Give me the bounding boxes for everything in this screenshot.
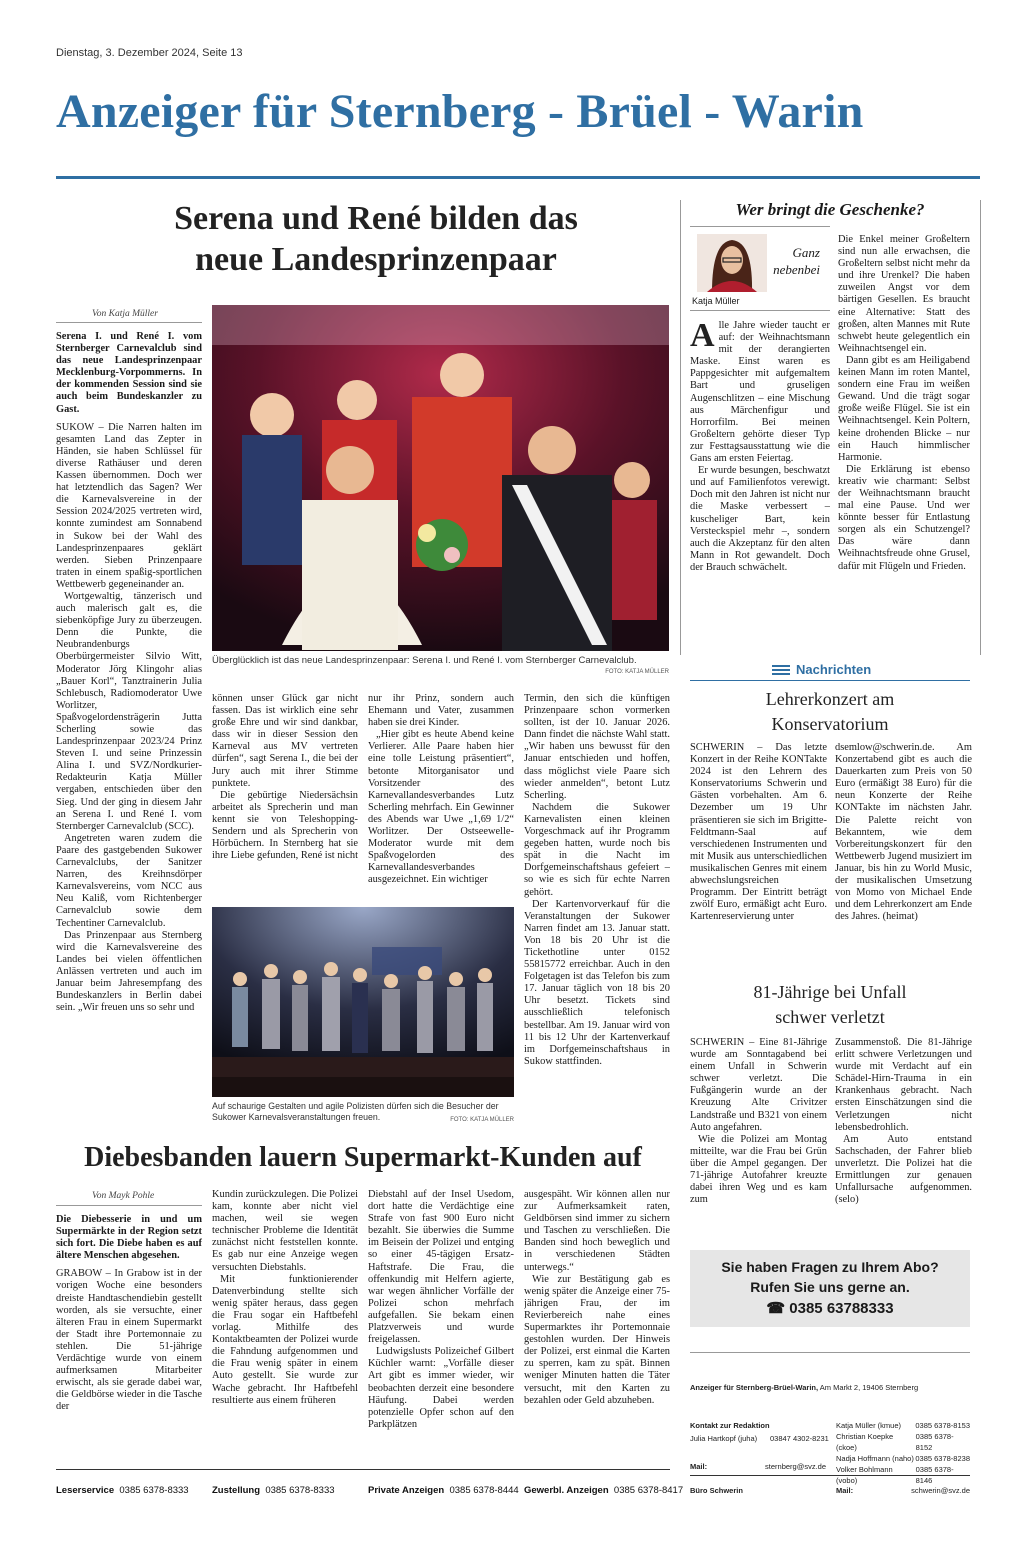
article2-paragraph: Diebstahl auf der Insel Usedom, dort hatte die Verdächtige eine Strafe von fast 900 Euro nicht bezahlt. Sie überwies die Summe im Beisein der Polizei und entging so einer 45-tägigen Ersatz-Haftstrafe. Die Frau, die offenkundig mit Helfern agierte, war wegen ähnlicher Vorfälle der Polizei schon mehrfach aufgefallen. Sie bekam einen Platzverweis und wurde freigelassen. [368,1189,514,1346]
abo-promo-box [690,1250,970,1327]
footer-rule [690,1475,970,1476]
news-lines-icon [772,665,790,675]
author-portrait-image [697,234,767,292]
article2-paragraph: Kundin zurückzulegen. Die Polizei kam, konnte aber nicht viel machen, weil sie wegen technischer Probleme die Identität zunächst nicht feststellen konnte. Es gab nur eine Anzeige wegen versuchten Diebstahls. [212,1189,358,1273]
footer-leserservice [56,1485,189,1496]
column-title: Wer bringt die Geschenke? [735,200,925,219]
article1-paragraph: Wortgewaltig, tänzerisch und auch malerisch galt es, die siebenköpfige Jury zu überzeugen. Denn die Punkte, die Neubrandenburgs Oberbürgermeister Silvio Witt, Moderator Jörg Klingohr alias „Bauer Korl“, Tanztrainerin Julia Schlebusch, Radiomoderator Uwe Worlitzer, Spaßvogelordensträgerin Jutta Scherling sowie das Landesprinzenpaar 2023/24 Prinz Steven I. und seine Prinzessin Alina I. und SVZ/Nordkurier-Redakteurin Katja Müller vergaben, entschieden über den Sieg. Und der ging in diesem Jahr an Serena I. und René I. vom Sternberger Carnevalclub (SCC). [56,590,202,832]
promo-line2: Rufen Sie uns gerne an. [750,1279,910,1295]
article2-paragraph: ausgespäht. Wir können allen nur zur Aufmerksamkeit raten, Geldbörsen sind immer zu sichern und Taschen zu verschließen. Die Banden sind hoch beweglich und in verschiedenen Städten unterwegs.“ [524,1189,670,1273]
footer-label: Zustellung [212,1485,261,1496]
byline-rule [56,322,202,323]
imprint-mail2[interactable]: schwerin@svz.de [911,1486,970,1495]
photo2-credit: FOTO: KATJA MÜLLER [450,1117,514,1123]
footer-label: Private Anzeigen [368,1485,445,1496]
promo-line1: Sie haben Fragen zu Ihrem Abo? [721,1259,939,1275]
article1-paragraph: nur ihr Prinz, sondern auch Ehemann und Vater, zusammen haben sie drei Kinder. [368,693,514,729]
column-right-text [838,234,970,654]
imprint-editor-row [836,1431,970,1453]
footer-rule [56,1469,670,1470]
imprint-editor: Katja Müller (kmue) [836,1421,902,1430]
article1-col2 [212,693,358,903]
column-divider [680,200,681,655]
news2-left [690,1037,827,1237]
article1-paragraph: SUKOW – Die Narren halten im gesamten Land das Zepter in Händen, sie haben Schlüssel für diverse Rathäuser und deren Kassen übernommen. Doch wer hat letztendlich das Sagen? Wer die Karnevalsvereine in der Session 2024/2025 vertreten wird, konnte zumindest am Sonnabend in Sukow bei der Wahl des Landesprinzenpaares geklärt werden. Sieben Prinzenpaare traten in einem spaßig-sportlichen Wettbewerb gegeneinander an. [56,421,202,590]
photo-prince-couple-image [212,305,669,651]
footer-phone[interactable]: 0385 6378-8444 [449,1485,519,1496]
news2-headline [690,980,970,1030]
imprint-publisher-name: Anzeiger für Sternberg-Brüel-Warin, [690,1383,819,1392]
article1-paragraph: Das Prinzenpaar aus Sternberg wird die Karnevalsvereine des Landes bei vielen öffentlichen Anlässen vertreten und auch im Januar beim Jahresempfang des Bundeskanzlers in Berlin dabei sein. „Wir freuen uns so sehr und [56,929,202,1014]
imprint-editor-phone: 0385 6378-8238 [915,1454,970,1463]
column-divider [980,200,981,655]
imprint-publisher [690,1382,918,1393]
article2-col3 [368,1189,514,1451]
column-paragraph: Die Erklärung ist ebenso kreativ wie charmant: Selbst der Weihnachtsmann braucht mal eine Pause. Und wer könnte besser für Entlastung sorgen als ein Schutzengel? Das wäre dann Weihnachtsfreude ohne Grusel, dafür mit Flügeln und Frieden. [838,463,970,572]
article1-paragraph: „Hier gibt es heute Abend keine Verlierer. Alle Paare haben hier eine tolle Leistung präsentiert“, betonte Mitorganisator und Vorsitzender des Karnevallandesverbandes Lutz Scherling mehrfach. Ein Gewinner des Abends war Uwe „1,69 1/2“ Worlitzer. Der Ostseewelle-Moderator wurde mit dem Spaßvogelorden des Karnevallandesverbandes ausgezeichnet. Ein wichtiger [368,729,514,886]
imprint-editor-phone: 0385 6378-8146 [915,1465,954,1485]
photo-prince-couple [212,305,669,651]
news-rule [690,680,970,681]
article2-paragraph: Mit funktionierender Datenverbindung stellte sich wenig später heraus, dass gegen die Frau sogar ein Haftbefehl vorlag. Mithilfe des Kontaktbeamten der Polizei wurde die Fahndung aufgenommen und die Frau wenig später in einem Auto gestellt. Sie wurde zur Wache gebracht. Ihr Haftbefehl resultierte aus einem früheren [212,1273,358,1406]
news1-headline-line2: Konservatorium [771,714,889,734]
news1-right [835,742,972,972]
news-label [772,662,871,677]
dateline: Dienstag, 3. Dezember 2024, Seite 13 [56,47,243,59]
article1-paragraph: Nachdem die Sukower Karnevalisten einen kleinen Vorgeschmack auf ihr Programm gegeben hatten, wurde noch bis spät in die Nacht im Dorfgemeinschaftshaus gefeiert – so wie es sich für echte Narren gehört. [524,801,670,898]
footer-private-ads [368,1485,519,1496]
column-left-text [690,320,830,650]
article2-headline: Diebesbanden lauern Supermarkt-Kunden auf [84,1142,642,1173]
imprint-contact-label: Kontakt zur Redaktion [690,1421,770,1430]
column-author: Katja Müller [692,296,740,306]
news2-paragraph: Zusammenstoß. Die 81-Jährige erlitt schwere Verletzungen und wurde mit Verdacht auf ein Schädel-Hirn-Trauma in ein Krankenhaus gebracht. Nach ersten Einschätzungen sind die Verletzungen nicht lebensbedrohlich. [835,1037,972,1133]
news1-headline-line1: Lehrerkonzert am [765,689,895,709]
article2-paragraph: Ludwigslusts Polizeichef Gilbert Küchler warnt: „Vorfälle dieser Art gibt es immer wieder, wir beobachten derzeit eine besondere Häufung. Dabei werden potenzielle Opfer schon auf den Parkplätzen [368,1346,514,1430]
article1-col4 [524,693,670,1133]
news2-right [835,1037,972,1237]
photo-police-show-image [212,907,514,1097]
masthead: Anzeiger für Sternberg - Brüel - Warin [56,85,864,138]
phone-icon: ☎ [766,1300,790,1317]
article2-col1 [56,1214,202,1454]
imprint-editor-phone: 0385 6378-8153 [915,1421,970,1430]
imprint-editor-list [836,1420,970,1486]
article1-paragraph: können unser Glück gar nicht fassen. Das ist wirklich eine sehr große Ehre und wir sind dankbar, dass wir in dieser Session den Karneval aus MV vertreten dürfen“, sagt Serena I., die bei der Jury auch mit ihrer Stimme punktete. [212,693,358,789]
imprint-office-label: Büro Schwerin [690,1486,743,1495]
column-paragraph: Er wurde besungen, beschwatzt und auf Familienfotos verewigt. Doch mit den Jahren ist nicht nur die Maske verbessert – kuscheliger Bart, kein Versteckspiel mehr –, sondern auch die Akzeptanz für den alten Mann in Rot gewandelt. Doch der Brauch schwächelt. [690,465,830,573]
article2-col2 [212,1189,358,1451]
imprint-editor: Volker Bohlmann (vobo) [836,1465,893,1485]
column-paragraph: lle Jahre wieder taucht er auf: der Weihnachtsmann mit der derangierten Maske. Einst waren es Pappgesichter mit aufgemaltem Bart und gruseligen Augenschlitzen – eine Mischung aus Märchenfigur und Horrorfilm. Bei meinen Großeltern gehörte dieser Typ zur Festtagsausstattung wie die Gans am ersten Feiertag. [690,320,830,465]
article1-headline-line1: Serena und René bilden das [174,200,578,237]
imprint-rule [690,1352,970,1353]
news-label-text: Nachrichten [796,662,872,677]
footer-phone[interactable]: 0385 6378-8417 [613,1485,684,1496]
article2-col4 [524,1189,670,1451]
imprint-editor: Julia Hartkopf (juha) [690,1434,758,1443]
column-label-line1: Ganz [792,245,820,260]
imprint-editor-row [836,1420,970,1431]
article1-paragraph: Angetreten waren zudem die Paare des gastgebenden Sukower Carnevalclubs, der Sanitzer Narren, des Kreihnsdörper Karnevalsvereins, vom NCC aus Neu Kaliß, vom Richtenberger Carnevalclub sowie dem Techentiner Carnevalclub. [56,832,202,929]
photo1-caption: Überglücklich ist das neue Landesprinzenpaar: Serena I. und René I. vom Sternberger Carnevalclub. [212,655,637,666]
imprint-mail-label: Mail: [690,1462,708,1471]
footer-label: Leserservice [56,1485,115,1496]
footer-business-ads [524,1485,683,1496]
imprint-editor: Christian Koepke (ckoe) [836,1432,894,1452]
article1-byline: Von Katja Müller [92,309,158,319]
news2-headline-line2: schwer verletzt [775,1007,885,1027]
article2-lead: Die Diebesserie in und um Supermärkte in der Region setzt sich fort. Die Diebe haben es auf ältere Menschen abgesehen. [56,1214,202,1262]
news2-paragraph: SCHWERIN – Eine 81-Jährige wurde am Sonntagabend bei einem Unfall in Schwerin schwer verletzt. Die Fußgängerin wurde an der Kreuzung Alte Crivitzer Landstraße und B321 von einem Auto angefahren. [690,1037,827,1133]
article1-headline-line2: neue Landesprinzenpaar [195,241,557,279]
article2-paragraph: GRABOW – In Grabow ist in der vorigen Woche eine besonders dreiste Handtaschendiebin gestellt worden, als sie versuchte, einer älteren Frau in einem Supermarkt der Stadt ihre Portemonnaie zu stehlen. Die 51-jährige Verdächtige wurde von einem aufmerksamen Mitarbeiter erwischt, als sie gerade dabei war, die Geldbörse wieder in die Tasche der [56,1268,202,1413]
imprint-mail[interactable]: sternberg@svz.de [765,1462,826,1471]
news2-paragraph: Wie die Polizei am Montag mitteilte, war die Frau bei Grün über die Ampel gegangen. Der 71-jährige Autofahrer kreuzte dabei ihren Weg und es kam zum [690,1133,827,1206]
photo2-caption: Auf schaurige Gestalten und agile Polizisten dürfen sich die Besucher der Sukower Karnevalsveranstaltungen freuen. [212,1101,499,1122]
article1-lead: Serena I. und René I. vom Sternberger Carnevalclub sind das neue Landesprinzenpaar Mecklenburg-Vorpommerns. In der kommenden Session sind sie auch beim Bundeskanzler zu Gast. [56,331,202,415]
footer-zustellung [212,1485,335,1496]
imprint-editor-phone: 0385 6378-8152 [915,1432,954,1452]
byline-rule [56,1205,202,1206]
column-title-rule [690,226,830,227]
news1-paragraph: SCHWERIN – Das letzte Konzert in der Reihe KONTakte 2024 ist den Lehrern des Konservatoriums Schwerin und Gästen vorbehalten. Am 6. Dezember um 19 Uhr präsentieren sie sich im Brigitte-Feldtmann-Saal auf verschiedenen Instrumenten und mit Musik aus unterschiedlichen musikalischen Genres mit einem abwechslungsreichen Programm. Der Eintritt beträgt zwölf Euro, ermäßigt acht Euro. Kartenreservierung unter [690,742,827,923]
imprint-editor: Nadja Hoffmann (naho) [836,1454,914,1463]
photo-police-show [212,907,514,1097]
imprint-editor-phone: 03847 4302-8231 [770,1434,829,1443]
column-label [772,244,820,278]
column-paragraph: Die Enkel meiner Großeltern sind nun alle erwachsen, die Großeltern selbst nicht mehr da und ihre Urenkel? Die haben zuweilen Angst vor dem bärtigen Gesellen. Es braucht eine Alternative: Statt des großen, alten Mannes mit Rute schwebt heute gelegentlich ein Weihnachtsengel ein. [838,234,970,354]
promo-phone[interactable]: 0385 63788333 [789,1300,894,1317]
article1-paragraph: Termin, den sich die künftigen Prinzenpaare schon vormerken sollten, ist der 10. Januar 2026. Dann findet die nächste Wahl statt. „Wir haben uns bewusst für den Januar entschieden und hoffen, dass möglichst viele Paare sich wieder anmelden“, betont Lutz Scherling. [524,693,670,801]
dropcap: A [690,320,715,354]
imprint-editor-row [836,1453,970,1464]
footer-phone[interactable]: 0385 6378-8333 [265,1485,335,1496]
column-label-line2: nebenbei [773,262,820,277]
footer-label: Gewerbl. Anzeigen [524,1485,609,1496]
article1-headline [96,198,656,281]
photo1-credit: FOTO: KATJA MÜLLER [605,669,669,675]
article1-col1 [56,331,202,1131]
news2-headline-line1: 81-Jährige bei Unfall [753,982,907,1002]
column-paragraph: Dann gibt es am Heiligabend keinen Mann im roten Mantel, sondern eine Frau im weißen Gewand. Und die trägt sogar große weiße Flügel. Sie ist ein Weihnachtsengel. Kein Poltern, keine drohenden Blicke – nur ein Hauch himmlischer Harmonie. [838,354,970,463]
news1-headline [690,687,970,737]
footer-phone[interactable]: 0385 6378-8333 [119,1485,189,1496]
imprint-publisher-address: Am Markt 2, 19406 Sternberg [819,1383,919,1392]
news2-paragraph: Am Auto entstand Sachschaden, der Fahrer blieb unverletzt. Die Polizei hat die Ermittlungen zur genauen Unfallursache aufgenommen. (selo) [835,1133,972,1206]
article1-paragraph: Der Kartenvorverkauf für die Veranstaltungen der Sukower Narren findet am 13. Januar statt. Von 18 bis 20 Uhr ist die Tickethotline unter 0152 55815772 erreichbar. Auch in den Folgetagen ist das Telefon bis zum 17. Januar täglich von 18 bis 20 Uhr besetzt. Tickets sind ausschließlich telefonisch bestellbar. Am 19. Januar wird von 11 bis 12 Uhr der Kartenverkauf im Dorfgemeinschaftshaus in Sukow stattfinden. [524,898,670,1067]
article2-paragraph: Wie zur Bestätigung gab es wenig später die Anzeige einer 75-jährigen Frau, der im Revierbereich nahe eines Supermarktes ihr Portemonnaie gestohlen wurden. Der Hinweis der Polizei, erst einmal die Karten zu sperren, kam zu spät. Binnen weniger Minuten hatten die Täter versucht, mit den Karten zu bezahlen oder Geld abzuheben. [524,1273,670,1406]
news1-paragraph: dsemlow@schwerin.de. Am Konzertabend gibt es auch die Dauerkarten zum Preis von 50 Euro (ermäßigt 38 Euro) für die neun Konzerte der Reihe KONTakte im nächsten Jahr. Die Palette reicht von Bekanntem, wie dem Vorbereitungskonzert für den Wettbewerb Jugend musiziert im Januar, bis hin zu World Music, der musikalischen Umsetzung von Momo von Michael Ende und dem Lehrerkonzert am Ende des Jahres. (heimat) [835,742,972,923]
article2-byline: Von Mayk Pohle [92,1191,155,1201]
article1-paragraph: Die gebürtige Niedersächsin arbeitet als Sprecherin und man kennt sie von Teleshopping-Sendern und als Sprecherin von Hörbüchern. In Sternberg hat sie ihre Liebe gefunden, René ist nicht [212,789,358,862]
imprint-mail-label2: Mail: [836,1486,854,1495]
author-portrait [697,234,767,292]
masthead-rule [56,176,980,179]
news1-left [690,742,827,972]
article1-col3 [368,693,514,903]
promo-phone-row [690,1299,970,1319]
column-author-rule [690,310,830,311]
